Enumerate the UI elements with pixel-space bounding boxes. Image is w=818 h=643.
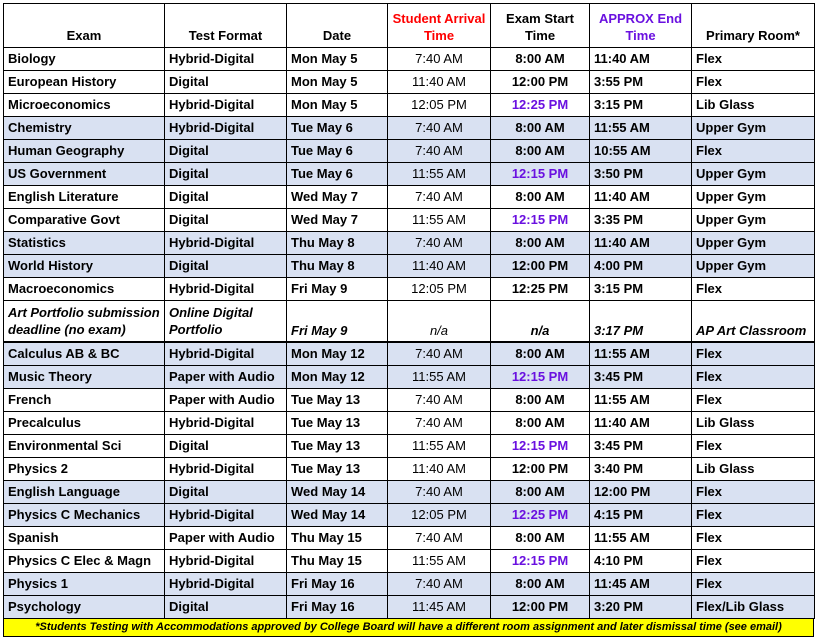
exam-cell: Statistics <box>4 232 165 255</box>
format-cell: Hybrid-Digital <box>165 48 287 71</box>
end-cell: 3:55 PM <box>590 71 692 94</box>
date-cell: Thu May 15 <box>287 550 388 573</box>
table-row <box>4 163 815 186</box>
date-cell: Thu May 15 <box>287 527 388 550</box>
exam-cell: Psychology <box>4 596 165 619</box>
schedule-body-2 <box>4 342 815 619</box>
start-cell: 8:00 AM <box>491 48 590 71</box>
format-cell: Hybrid-Digital <box>165 117 287 140</box>
format-cell: Digital <box>165 255 287 278</box>
format-cell: Hybrid-Digital <box>165 412 287 435</box>
portfolio-format: Online Digital Portfolio <box>165 301 287 343</box>
date-cell: Mon May 12 <box>287 366 388 389</box>
end-cell: 11:40 AM <box>590 186 692 209</box>
date-cell: Fri May 16 <box>287 596 388 619</box>
date-cell: Mon May 5 <box>287 71 388 94</box>
start-cell: 12:00 PM <box>491 458 590 481</box>
start-cell: 8:00 AM <box>491 573 590 596</box>
portfolio-arrival: n/a <box>388 301 491 343</box>
format-cell: Hybrid-Digital <box>165 458 287 481</box>
schedule-body-1 <box>4 48 815 301</box>
end-cell: 11:45 AM <box>590 573 692 596</box>
format-cell: Hybrid-Digital <box>165 550 287 573</box>
date-cell: Tue May 6 <box>287 140 388 163</box>
room-cell: Lib Glass <box>692 412 815 435</box>
format-cell: Digital <box>165 209 287 232</box>
arrival-cell: 7:40 AM <box>388 140 491 163</box>
date-cell: Tue May 13 <box>287 435 388 458</box>
exam-cell: Music Theory <box>4 366 165 389</box>
start-cell: 12:00 PM <box>491 596 590 619</box>
arrival-cell: 7:40 AM <box>388 573 491 596</box>
format-cell: Digital <box>165 435 287 458</box>
room-cell: Lib Glass <box>692 94 815 117</box>
table-row <box>4 504 815 527</box>
portfolio-body <box>4 301 815 343</box>
start-cell: 12:15 PM <box>491 550 590 573</box>
start-cell: 12:00 PM <box>491 71 590 94</box>
exam-cell: Human Geography <box>4 140 165 163</box>
exam-cell: Physics C Mechanics <box>4 504 165 527</box>
end-cell: 11:40 AM <box>590 232 692 255</box>
date-cell: Mon May 5 <box>287 94 388 117</box>
room-cell: Flex <box>692 481 815 504</box>
header-start: Exam Start Time <box>491 4 590 48</box>
format-cell: Hybrid-Digital <box>165 94 287 117</box>
end-cell: 4:15 PM <box>590 504 692 527</box>
table-row <box>4 527 815 550</box>
date-cell: Wed May 14 <box>287 481 388 504</box>
portfolio-row <box>4 301 815 343</box>
table-row <box>4 389 815 412</box>
date-cell: Tue May 6 <box>287 163 388 186</box>
schedule-table <box>3 3 815 619</box>
room-cell: Flex <box>692 550 815 573</box>
arrival-cell: 7:40 AM <box>388 527 491 550</box>
portfolio-start: n/a <box>491 301 590 343</box>
table-row <box>4 342 815 366</box>
exam-cell: Physics 1 <box>4 573 165 596</box>
format-cell: Hybrid-Digital <box>165 573 287 596</box>
arrival-cell: 7:40 AM <box>388 117 491 140</box>
exam-cell: Environmental Sci <box>4 435 165 458</box>
room-cell: Upper Gym <box>692 186 815 209</box>
start-cell: 12:25 PM <box>491 94 590 117</box>
table-row <box>4 481 815 504</box>
date-cell: Mon May 5 <box>287 48 388 71</box>
start-cell: 12:25 PM <box>491 504 590 527</box>
exam-cell: Calculus AB & BC <box>4 342 165 366</box>
header-room: Primary Room* <box>692 4 815 48</box>
room-cell: Flex <box>692 140 815 163</box>
exam-cell: Spanish <box>4 527 165 550</box>
format-cell: Paper with Audio <box>165 366 287 389</box>
start-cell: 8:00 AM <box>491 140 590 163</box>
table-row <box>4 48 815 71</box>
start-cell: 8:00 AM <box>491 342 590 366</box>
date-cell: Wed May 7 <box>287 186 388 209</box>
room-cell: Flex <box>692 48 815 71</box>
arrival-cell: 7:40 AM <box>388 389 491 412</box>
table-row <box>4 366 815 389</box>
table-row <box>4 186 815 209</box>
exam-cell: English Literature <box>4 186 165 209</box>
arrival-cell: 11:55 AM <box>388 163 491 186</box>
room-cell: Flex <box>692 389 815 412</box>
start-cell: 12:15 PM <box>491 366 590 389</box>
start-cell: 12:15 PM <box>491 435 590 458</box>
room-cell: Flex/Lib Glass <box>692 596 815 619</box>
start-cell: 12:25 PM <box>491 278 590 301</box>
exam-schedule <box>3 3 814 637</box>
format-cell: Digital <box>165 140 287 163</box>
header-format: Test Format <box>165 4 287 48</box>
table-row <box>4 550 815 573</box>
room-cell: Lib Glass <box>692 458 815 481</box>
room-cell: Upper Gym <box>692 117 815 140</box>
end-cell: 3:15 PM <box>590 94 692 117</box>
start-cell: 8:00 AM <box>491 412 590 435</box>
portfolio-end: 3:17 PM <box>590 301 692 343</box>
room-cell: Upper Gym <box>692 255 815 278</box>
end-cell: 11:55 AM <box>590 527 692 550</box>
date-cell: Wed May 7 <box>287 209 388 232</box>
table-row <box>4 458 815 481</box>
exam-cell: World History <box>4 255 165 278</box>
date-cell: Thu May 8 <box>287 232 388 255</box>
table-row <box>4 71 815 94</box>
room-cell: Flex <box>692 342 815 366</box>
date-cell: Fri May 9 <box>287 278 388 301</box>
arrival-cell: 11:55 AM <box>388 550 491 573</box>
arrival-cell: 11:55 AM <box>388 435 491 458</box>
date-cell: Wed May 14 <box>287 504 388 527</box>
format-cell: Digital <box>165 481 287 504</box>
table-row <box>4 435 815 458</box>
format-cell: Hybrid-Digital <box>165 278 287 301</box>
end-cell: 3:45 PM <box>590 366 692 389</box>
room-cell: Flex <box>692 278 815 301</box>
room-cell: Upper Gym <box>692 163 815 186</box>
arrival-cell: 7:40 AM <box>388 48 491 71</box>
date-cell: Tue May 13 <box>287 458 388 481</box>
start-cell: 8:00 AM <box>491 389 590 412</box>
exam-cell: US Government <box>4 163 165 186</box>
start-cell: 12:15 PM <box>491 163 590 186</box>
format-cell: Hybrid-Digital <box>165 342 287 366</box>
start-cell: 8:00 AM <box>491 232 590 255</box>
date-cell: Thu May 8 <box>287 255 388 278</box>
arrival-cell: 7:40 AM <box>388 481 491 504</box>
arrival-cell: 11:55 AM <box>388 366 491 389</box>
exam-cell: Physics 2 <box>4 458 165 481</box>
table-row <box>4 232 815 255</box>
format-cell: Hybrid-Digital <box>165 232 287 255</box>
table-row <box>4 573 815 596</box>
portfolio-room: AP Art Classroom <box>692 301 815 343</box>
format-cell: Digital <box>165 71 287 94</box>
arrival-cell: 12:05 PM <box>388 94 491 117</box>
start-cell: 8:00 AM <box>491 527 590 550</box>
date-cell: Fri May 16 <box>287 573 388 596</box>
exam-cell: Physics C Elec & Magn <box>4 550 165 573</box>
arrival-cell: 11:40 AM <box>388 458 491 481</box>
exam-cell: European History <box>4 71 165 94</box>
table-row <box>4 94 815 117</box>
end-cell: 11:40 AM <box>590 48 692 71</box>
end-cell: 3:45 PM <box>590 435 692 458</box>
header-arrival: Student Arrival Time <box>388 4 491 48</box>
exam-cell: Comparative Govt <box>4 209 165 232</box>
arrival-cell: 12:05 PM <box>388 504 491 527</box>
arrival-cell: 7:40 AM <box>388 186 491 209</box>
table-row <box>4 596 815 619</box>
date-cell: Tue May 13 <box>287 412 388 435</box>
header-exam: Exam <box>4 4 165 48</box>
portfolio-exam: Art Portfolio submission deadline (no exam) <box>4 301 165 343</box>
end-cell: 3:35 PM <box>590 209 692 232</box>
arrival-cell: 7:40 AM <box>388 232 491 255</box>
start-cell: 8:00 AM <box>491 186 590 209</box>
format-cell: Hybrid-Digital <box>165 504 287 527</box>
end-cell: 3:15 PM <box>590 278 692 301</box>
arrival-cell: 11:55 AM <box>388 209 491 232</box>
room-cell: Flex <box>692 527 815 550</box>
table-row <box>4 117 815 140</box>
arrival-cell: 12:05 PM <box>388 278 491 301</box>
room-cell: Flex <box>692 71 815 94</box>
end-cell: 3:20 PM <box>590 596 692 619</box>
room-cell: Upper Gym <box>692 232 815 255</box>
format-cell: Digital <box>165 596 287 619</box>
start-cell: 12:15 PM <box>491 209 590 232</box>
format-cell: Digital <box>165 163 287 186</box>
room-cell: Flex <box>692 435 815 458</box>
date-cell: Tue May 13 <box>287 389 388 412</box>
date-cell: Tue May 6 <box>287 117 388 140</box>
arrival-cell: 11:40 AM <box>388 71 491 94</box>
start-cell: 8:00 AM <box>491 117 590 140</box>
start-cell: 12:00 PM <box>491 255 590 278</box>
exam-cell: Microeconomics <box>4 94 165 117</box>
end-cell: 11:55 AM <box>590 342 692 366</box>
end-cell: 4:00 PM <box>590 255 692 278</box>
end-cell: 11:40 AM <box>590 412 692 435</box>
room-cell: Flex <box>692 366 815 389</box>
end-cell: 11:55 AM <box>590 117 692 140</box>
end-cell: 10:55 AM <box>590 140 692 163</box>
header-date: Date <box>287 4 388 48</box>
end-cell: 3:40 PM <box>590 458 692 481</box>
arrival-cell: 11:45 AM <box>388 596 491 619</box>
exam-cell: Biology <box>4 48 165 71</box>
format-cell: Paper with Audio <box>165 527 287 550</box>
table-row <box>4 255 815 278</box>
table-row <box>4 209 815 232</box>
arrival-cell: 7:40 AM <box>388 412 491 435</box>
header-row <box>4 4 815 48</box>
end-cell: 3:50 PM <box>590 163 692 186</box>
room-cell: Flex <box>692 504 815 527</box>
exam-cell: French <box>4 389 165 412</box>
room-cell: Flex <box>692 573 815 596</box>
room-cell: Upper Gym <box>692 209 815 232</box>
table-row <box>4 412 815 435</box>
portfolio-date: Fri May 9 <box>287 301 388 343</box>
date-cell: Mon May 12 <box>287 342 388 366</box>
end-cell: 12:00 PM <box>590 481 692 504</box>
exam-cell: English Language <box>4 481 165 504</box>
exam-cell: Chemistry <box>4 117 165 140</box>
exam-cell: Precalculus <box>4 412 165 435</box>
table-row <box>4 278 815 301</box>
arrival-cell: 11:40 AM <box>388 255 491 278</box>
format-cell: Digital <box>165 186 287 209</box>
accommodations-note: *Students Testing with Accommodations approved by College Board will have a different room assignment and later dismissal time (see email) <box>3 619 814 637</box>
exam-cell: Macroeconomics <box>4 278 165 301</box>
format-cell: Paper with Audio <box>165 389 287 412</box>
end-cell: 4:10 PM <box>590 550 692 573</box>
end-cell: 11:55 AM <box>590 389 692 412</box>
header-end: APPROX End Time <box>590 4 692 48</box>
start-cell: 8:00 AM <box>491 481 590 504</box>
arrival-cell: 7:40 AM <box>388 342 491 366</box>
table-row <box>4 140 815 163</box>
